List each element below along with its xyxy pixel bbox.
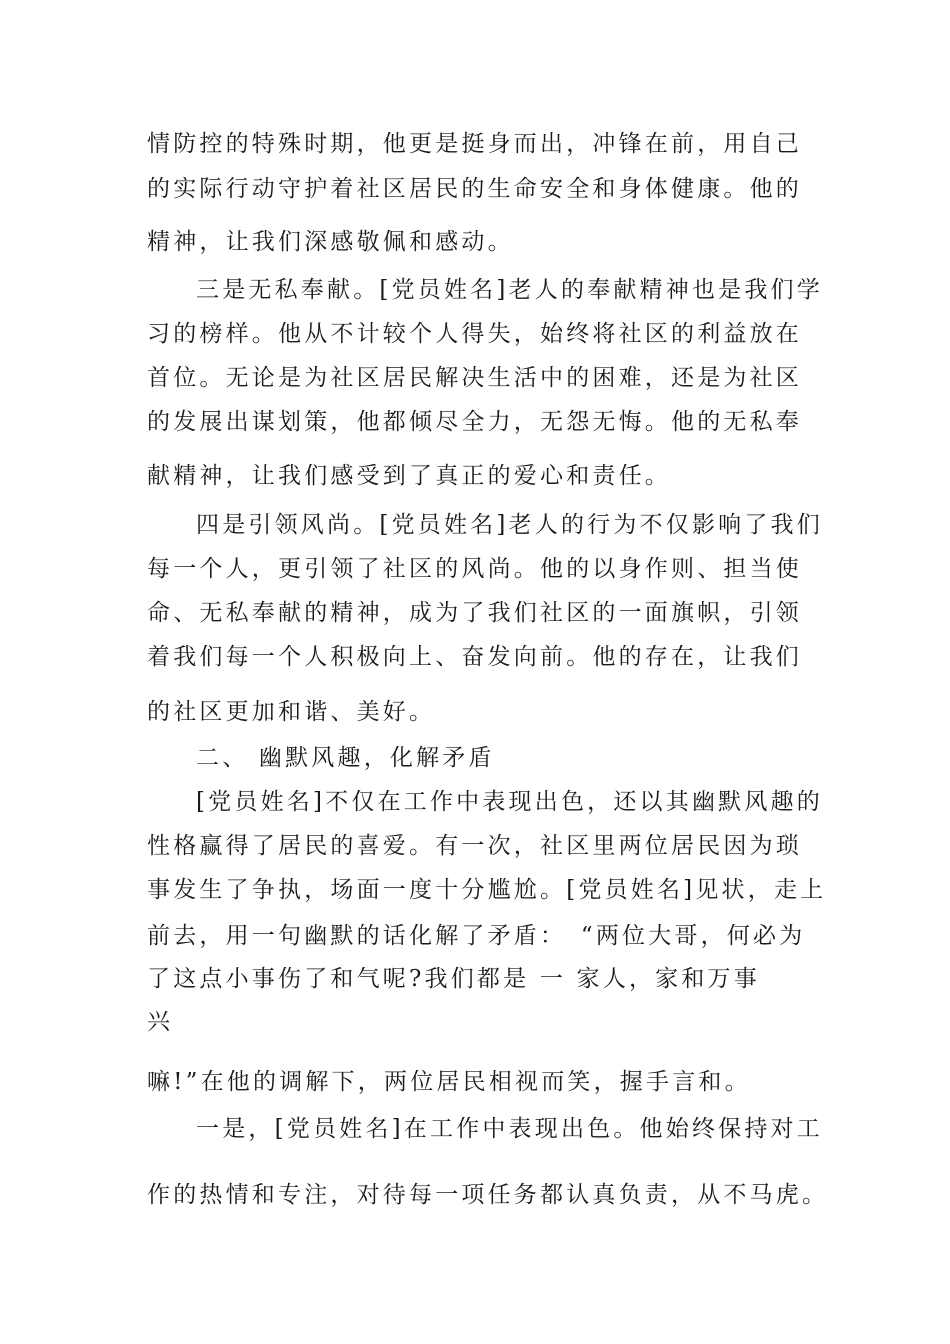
- text-line: 精神，让我们深感敬佩和感动。: [147, 229, 514, 255]
- text-line: 首位。无论是为社区居民解决生活中的困难，还是为社区: [147, 365, 802, 391]
- text-line: 情防控的特殊时期，他更是挺身而出，冲锋在前，用自己: [147, 131, 802, 157]
- paragraph-start-line: 四是引领风尚。[党员姓名]老人的行为不仅影响了我们: [196, 512, 823, 538]
- paragraph-start-line: [党员姓名]不仅在工作中表现出色，还以其幽默风趣的: [196, 789, 823, 815]
- text-line: 命、无私奉献的精神，成为了我们社区的一面旗帜，引领: [147, 600, 802, 626]
- text-line: 前去，用一句幽默的话化解了矛盾： “两位大哥，何必为: [147, 923, 806, 949]
- text-line: 的社区更加和谐、美好。: [147, 699, 436, 725]
- paragraph-start-line: 一是，[党员姓名]在工作中表现出色。他始终保持对工: [196, 1116, 823, 1142]
- text-line: 每一个人，更引领了社区的风尚。他的以身作则、担当使: [147, 556, 802, 582]
- text-line: 性格赢得了居民的喜爱。有一次，社区里两位居民因为琐: [147, 833, 802, 859]
- text-line: 了这点小事伤了和气呢?我们都是 一 家人，家和万事: [147, 966, 760, 992]
- text-line: 的实际行动守护着社区居民的生命安全和身体健康。他的: [147, 176, 802, 202]
- text-line: 事发生了争执，场面一度十分尴尬。[党员姓名]见状，走上: [147, 877, 827, 903]
- text-line: 的发展出谋划策，他都倾尽全力，无怨无悔。他的无私奉: [147, 409, 802, 435]
- text-line: 习的榜样。他从不计较个人得失，始终将社区的利益放在: [147, 321, 802, 347]
- text-line: 嘛!”在他的调解下，两位居民相视而笑，握手言和。: [147, 1069, 751, 1095]
- text-line: 着我们每一个人积极向上、奋发向前。他的存在，让我们: [147, 644, 802, 670]
- text-line: 兴: [147, 1009, 174, 1035]
- paragraph-start-line: 三是无私奉献。[党员姓名]老人的奉献精神也是我们学: [196, 277, 823, 303]
- text-line: 作的热情和专注，对待每一项任务都认真负责，从不马虎。: [147, 1182, 829, 1208]
- text-line: 献精神，让我们感受到了真正的爱心和责任。: [147, 463, 671, 489]
- section-heading: 二、 幽默风趣，化解矛盾: [196, 745, 495, 771]
